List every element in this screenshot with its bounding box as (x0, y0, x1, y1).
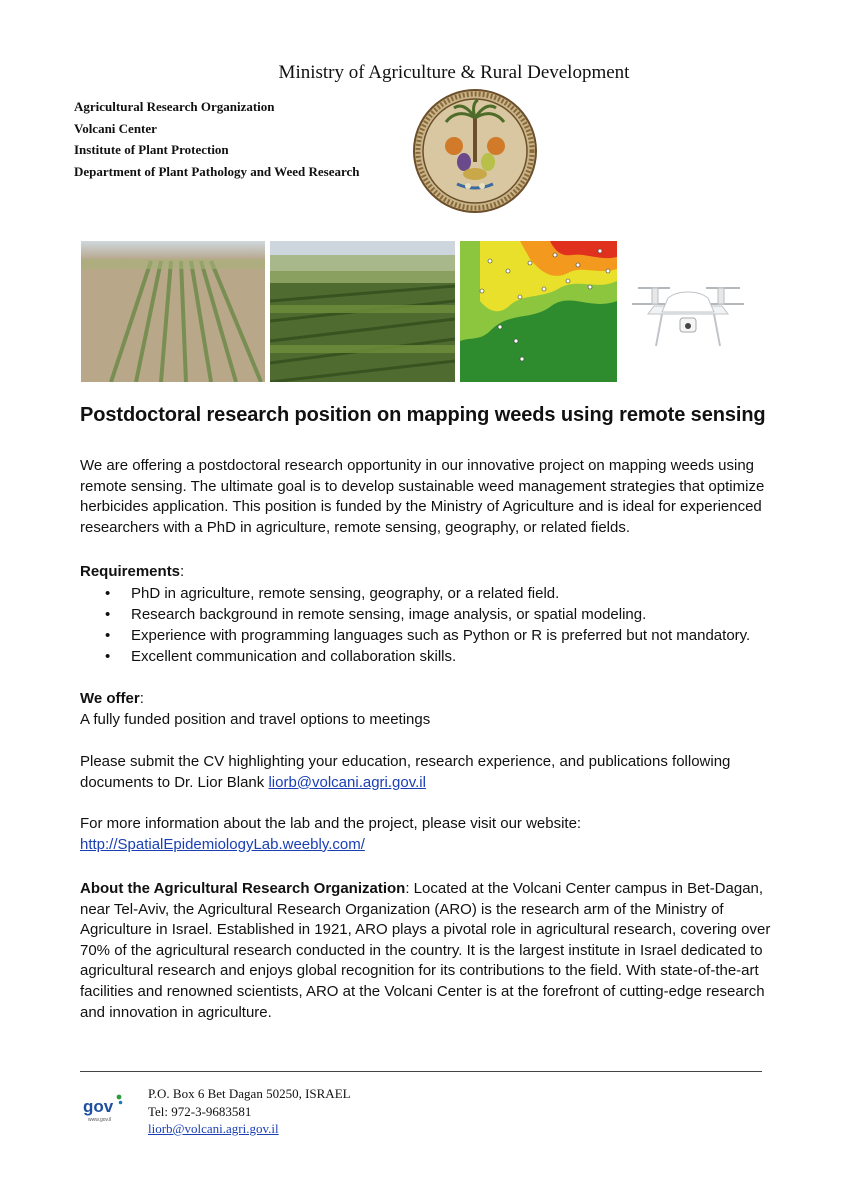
offer-section: We offer: A fully funded position and travel options to meetings (80, 689, 780, 730)
aerial-field-photo (81, 241, 265, 382)
aro-seal-logo (412, 88, 538, 214)
page-title: Postdoctoral research position on mapping weeds using remote sensing (80, 404, 766, 426)
info-section (80, 814, 780, 855)
list-item: • Experience with programming languages such as Python or R is preferred but not mandatory. (80, 625, 780, 646)
submit-text: Please submit the CV highlighting your education, research experience, and publications following documents to Dr. Lior Blank (80, 753, 731, 791)
about-text: Located at the Volcani Center campus in Bet-Dagan, near Tel-Aviv, the Agricultural Research Organization (ARO) is the research arm of the Ministry of Agriculture in Israel. Established in 1921, ARO plays a pivotal role in agricultural research, covering over 70% of the agricultural research conducted in the country. It is the largest institute in Israel dedicated to agricultural research and enjoys global recognition for its contributions to the field. With state-of-the-art facilities and renowned scientists, ARO at the Volcani Center is at the forefront of cutting-edge research and innovation in agriculture. (80, 880, 771, 1021)
weed-heatmap (460, 241, 617, 382)
orchard-aerial-photo (270, 241, 455, 382)
website-link[interactable]: http://SpatialEpidemiologyLab.weebly.com/ (80, 835, 365, 853)
about-section: About the Agricultural Research Organization: Located at the Volcani Center campus in Bet-Dagan, near Tel-Aviv, the Agricultural Research Organization (ARO) is the research arm of the Ministry of Agriculture in Israel. Established in 1921, ARO plays a pivotal role in agricultural research, covering over 70% of the agricultural research conducted in the country. It is the largest institute in Israel dedicated to agricultural research and enjoys global recognition for its contributions to the field. With state-of-the-art facilities and renowned scientists, ARO at the Volcani Center is at the forefront of cutting-edge research and innovation in agriculture. (80, 880, 771, 1021)
intro-paragraph: We are offering a postdoctoral research opportunity in our innovative project on mapping weeds using remote sensing. The ultimate goal is to develop sustainable weed management strategies that optimize herbicides application. This position is funded by the Ministry of Agriculture and is ideal for experienced researchers with a PhD in agriculture, remote sensing, geography, or related fields. (80, 457, 765, 536)
list-item: • Excellent communication and collaboration skills. (80, 646, 780, 667)
footer-address: P.O. Box 6 Bet Dagan 50250, ISRAEL (148, 1086, 351, 1101)
submit-section (80, 752, 780, 793)
requirements-heading: Requirements (80, 563, 181, 580)
requirements-list (80, 583, 780, 667)
footer-tel: Tel: 972-3-9683581 (148, 1103, 252, 1119)
list-item: • PhD in agriculture, remote sensing, geography, or a related field. (80, 583, 780, 604)
about-heading: About the Agricultural Research Organization (80, 880, 406, 897)
footer-divider (80, 1071, 762, 1072)
info-text: For more information about the lab and the project, please visit our website: (80, 815, 582, 832)
footer-email-link[interactable]: liorb@volcani.agri.gov.il (148, 1121, 279, 1136)
list-item: • Research background in remote sensing, image analysis, or spatial modeling. (80, 604, 780, 625)
gov-logo-subtext: www.gov.il (88, 1117, 112, 1123)
ministry-title: Ministry of Agriculture & Rural Development (278, 62, 630, 83)
org-line-department: Department of Plant Pathology and Weed Research (74, 163, 360, 179)
gov-logo (82, 1090, 124, 1124)
requirements-section: Requirements: • PhD in agriculture, remote sensing, geography, or a related field. • Research background in remote sensing, image analysis, or spatial modeling. • Experience with programming languages such as Python or R is preferred but not mandatory. • Excellent communication and collaboration skills. (80, 562, 780, 667)
org-line-volcani: Volcani Center (74, 120, 157, 136)
drone-picture (628, 268, 748, 360)
offer-heading: We offer (80, 690, 140, 707)
org-line-aro: Agricultural Research Organization (74, 99, 275, 114)
org-line-institute: Institute of Plant Protection (74, 142, 229, 157)
footer-contact (148, 1085, 351, 1138)
contact-email-link[interactable]: liorb@volcani.agri.gov.il (268, 773, 426, 791)
org-lines (74, 96, 360, 182)
gov-logo-text: gov (83, 1097, 114, 1116)
offer-text: A fully funded position and travel options to meetings (80, 710, 431, 728)
